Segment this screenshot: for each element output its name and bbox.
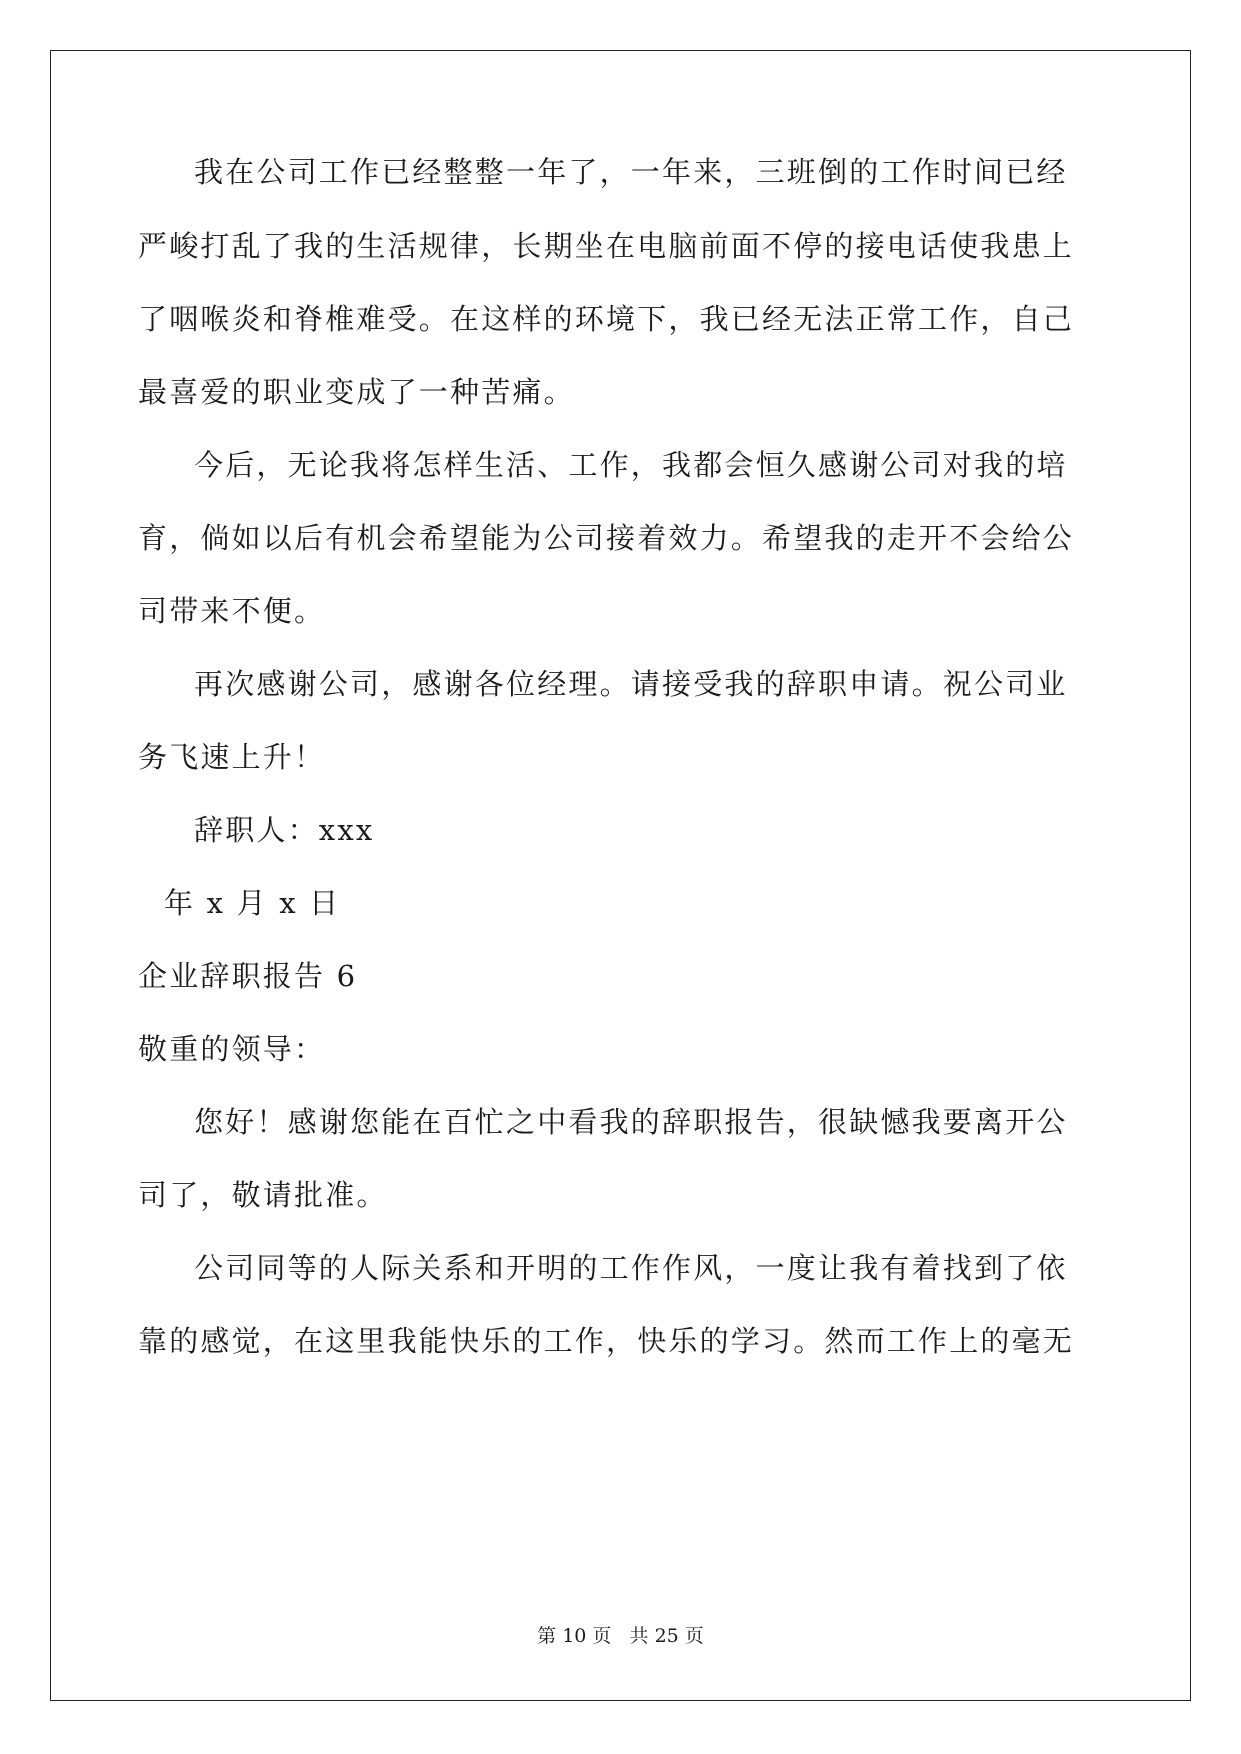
paragraph-line: 严峻打乱了我的生活规律，长期坐在电脑前面不停的接电话使我患上 (138, 229, 1075, 263)
salutation: 敬重的领导： (138, 1032, 326, 1066)
paragraph-line: 了咽喉炎和脊椎难受。在这样的环境下，我已经无法正常工作，自己 (138, 302, 1075, 336)
signature-line: 辞职人：xxx (194, 813, 375, 847)
paragraph-line: 公司同等的人际关系和开明的工作作风，一度让我有着找到了依 (194, 1251, 1068, 1285)
paragraph-line: 今后，无论我将怎样生活、工作，我都会恒久感谢公司对我的培 (194, 448, 1068, 482)
paragraph-line: 靠的感觉，在这里我能快乐的工作，快乐的学习。然而工作上的毫无 (138, 1324, 1075, 1358)
paragraph-line: 司带来不便。 (138, 594, 326, 628)
paragraph-line: 再次感谢公司，感谢各位经理。请接受我的辞职申请。祝公司业 (194, 667, 1068, 701)
paragraph-line: 司了，敬请批准。 (138, 1178, 388, 1212)
section-title: 企业辞职报告 6 (138, 959, 358, 993)
page-footer: 第 10 页 共 25 页 (537, 1625, 704, 1647)
paragraph-line: 您好！感谢您能在百忙之中看我的辞职报告，很缺憾我要离开公 (194, 1105, 1068, 1139)
paragraph-line: 最喜爱的职业变成了一种苦痛。 (138, 375, 575, 409)
paragraph-line: 务飞速上升！ (138, 740, 326, 774)
date-line: 年 x 月 x 日 (164, 886, 341, 920)
paragraph-line: 育，倘如以后有机会希望能为公司接着效力。希望我的走开不会给公 (138, 521, 1075, 555)
page-border (50, 50, 1191, 1701)
paragraph-line: 我在公司工作已经整整一年了，一年来，三班倒的工作时间已经 (194, 155, 1068, 189)
